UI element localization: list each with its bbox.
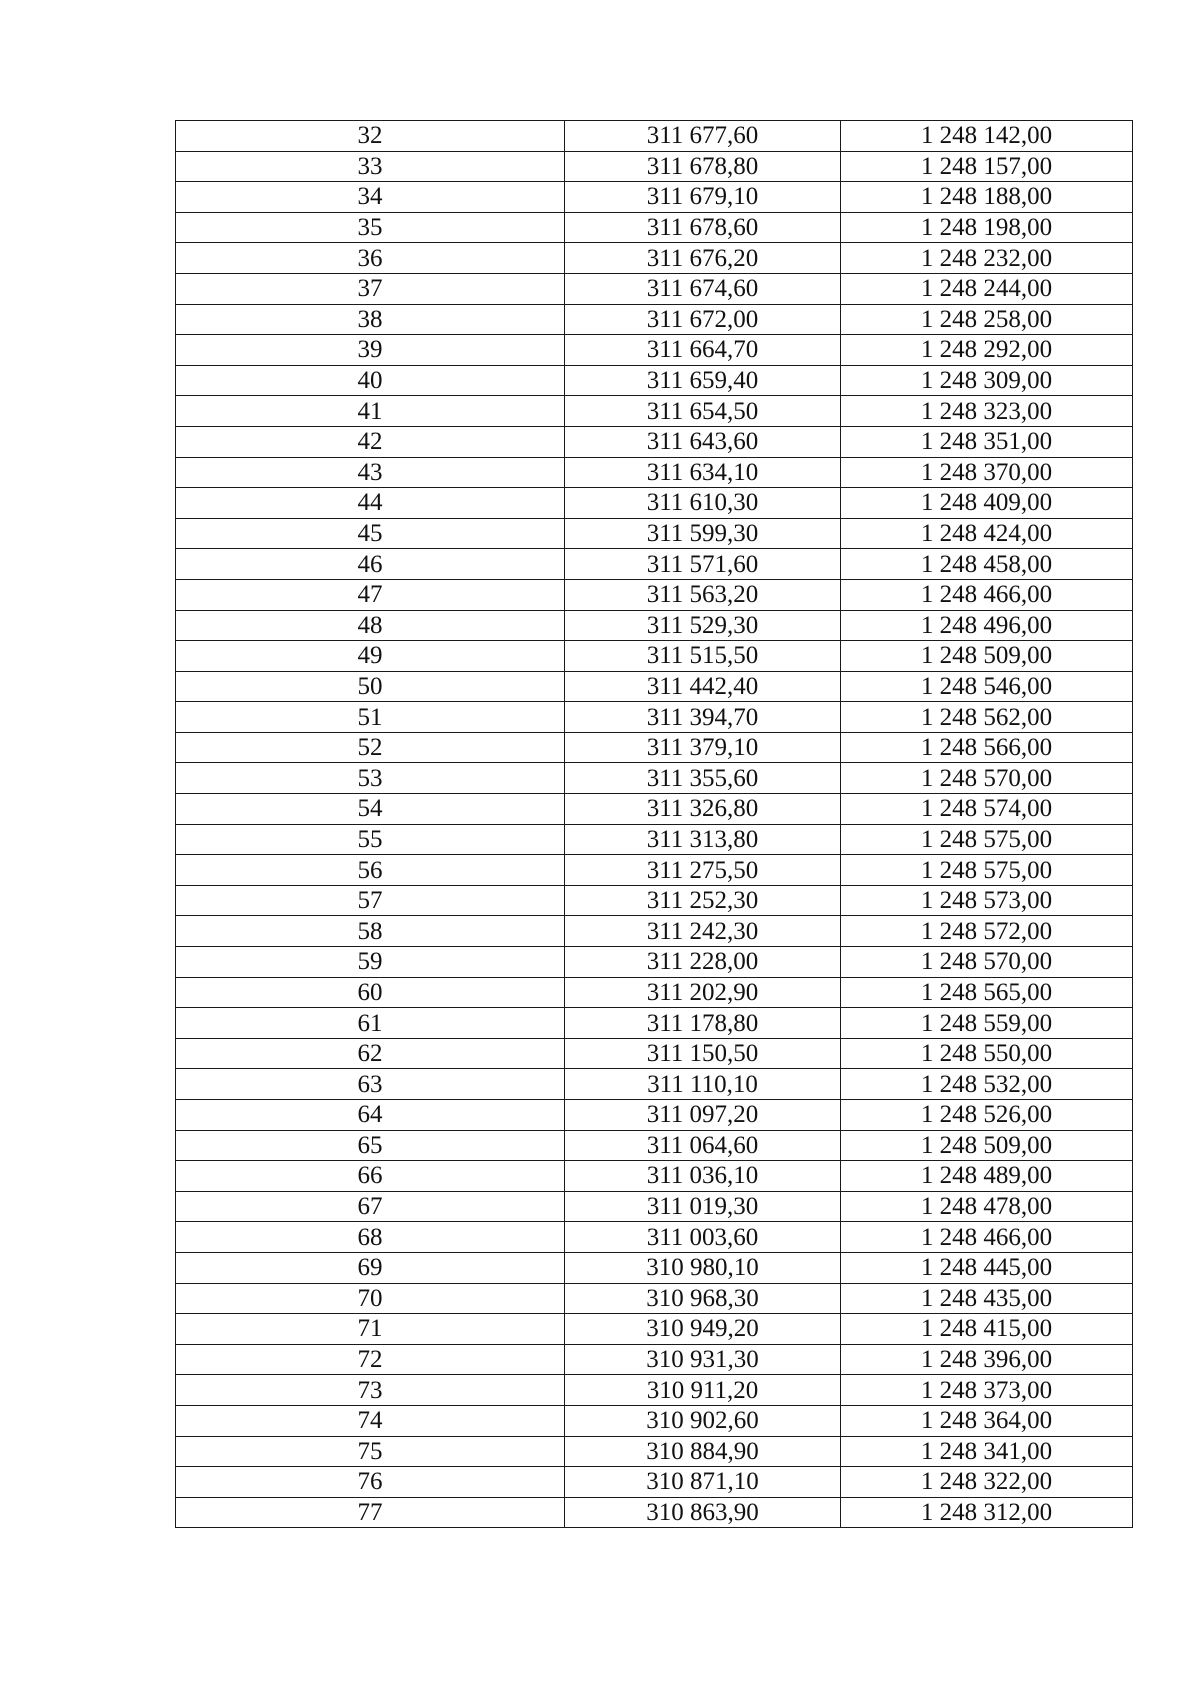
y-coordinate-cell: 1 248 466,00 xyxy=(841,579,1133,610)
x-coordinate-cell: 310 931,30 xyxy=(565,1344,841,1375)
x-coordinate-cell: 311 019,30 xyxy=(565,1191,841,1222)
table-row xyxy=(176,488,1133,519)
y-coordinate-cell: 1 248 496,00 xyxy=(841,610,1133,641)
y-coordinate-cell: 1 248 370,00 xyxy=(841,457,1133,488)
point-number-cell: 62 xyxy=(176,1038,565,1069)
x-coordinate-cell: 311 654,50 xyxy=(565,396,841,427)
y-coordinate-cell: 1 248 509,00 xyxy=(841,1130,1133,1161)
y-coordinate-cell: 1 248 509,00 xyxy=(841,641,1133,672)
x-coordinate-cell: 311 634,10 xyxy=(565,457,841,488)
table-row xyxy=(176,855,1133,886)
y-coordinate-cell: 1 248 424,00 xyxy=(841,518,1133,549)
table-row xyxy=(176,1008,1133,1039)
table-row xyxy=(176,1314,1133,1345)
x-coordinate-cell: 310 911,20 xyxy=(565,1375,841,1406)
x-coordinate-cell: 311 036,10 xyxy=(565,1161,841,1192)
y-coordinate-cell: 1 248 409,00 xyxy=(841,488,1133,519)
y-coordinate-cell: 1 248 574,00 xyxy=(841,794,1133,825)
table-row xyxy=(176,518,1133,549)
x-coordinate-cell: 310 980,10 xyxy=(565,1252,841,1283)
point-number-cell: 58 xyxy=(176,916,565,947)
point-number-cell: 45 xyxy=(176,518,565,549)
y-coordinate-cell: 1 248 565,00 xyxy=(841,977,1133,1008)
x-coordinate-cell: 311 064,60 xyxy=(565,1130,841,1161)
point-number-cell: 76 xyxy=(176,1467,565,1498)
y-coordinate-cell: 1 248 550,00 xyxy=(841,1038,1133,1069)
x-coordinate-cell: 311 003,60 xyxy=(565,1222,841,1253)
table-row xyxy=(176,1497,1133,1528)
point-number-cell: 47 xyxy=(176,579,565,610)
x-coordinate-cell: 311 664,70 xyxy=(565,335,841,366)
y-coordinate-cell: 1 248 526,00 xyxy=(841,1100,1133,1131)
y-coordinate-cell: 1 248 415,00 xyxy=(841,1314,1133,1345)
x-coordinate-cell: 310 871,10 xyxy=(565,1467,841,1498)
point-number-cell: 55 xyxy=(176,824,565,855)
y-coordinate-cell: 1 248 351,00 xyxy=(841,426,1133,457)
y-coordinate-cell: 1 248 575,00 xyxy=(841,824,1133,855)
point-number-cell: 44 xyxy=(176,488,565,519)
y-coordinate-cell: 1 248 532,00 xyxy=(841,1069,1133,1100)
y-coordinate-cell: 1 248 489,00 xyxy=(841,1161,1133,1192)
table-row xyxy=(176,1283,1133,1314)
table-row xyxy=(176,1069,1133,1100)
y-coordinate-cell: 1 248 157,00 xyxy=(841,151,1133,182)
point-number-cell: 34 xyxy=(176,182,565,213)
table-row xyxy=(176,1375,1133,1406)
table-row xyxy=(176,1130,1133,1161)
table-row xyxy=(176,1252,1133,1283)
y-coordinate-cell: 1 248 198,00 xyxy=(841,212,1133,243)
table-row xyxy=(176,763,1133,794)
y-coordinate-cell: 1 248 396,00 xyxy=(841,1344,1133,1375)
table-row xyxy=(176,794,1133,825)
x-coordinate-cell: 310 902,60 xyxy=(565,1405,841,1436)
x-coordinate-cell: 311 643,60 xyxy=(565,426,841,457)
y-coordinate-cell: 1 248 142,00 xyxy=(841,121,1133,152)
y-coordinate-cell: 1 248 292,00 xyxy=(841,335,1133,366)
point-number-cell: 56 xyxy=(176,855,565,886)
x-coordinate-cell: 311 442,40 xyxy=(565,671,841,702)
x-coordinate-cell: 311 178,80 xyxy=(565,1008,841,1039)
point-number-cell: 61 xyxy=(176,1008,565,1039)
table-row xyxy=(176,365,1133,396)
coordinates-table xyxy=(175,120,1133,1528)
point-number-cell: 41 xyxy=(176,396,565,427)
x-coordinate-cell: 311 252,30 xyxy=(565,885,841,916)
table-row xyxy=(176,702,1133,733)
point-number-cell: 74 xyxy=(176,1405,565,1436)
table-row xyxy=(176,1436,1133,1467)
x-coordinate-cell: 311 275,50 xyxy=(565,855,841,886)
point-number-cell: 40 xyxy=(176,365,565,396)
table-row xyxy=(176,1344,1133,1375)
point-number-cell: 65 xyxy=(176,1130,565,1161)
x-coordinate-cell: 310 863,90 xyxy=(565,1497,841,1528)
x-coordinate-cell: 311 150,50 xyxy=(565,1038,841,1069)
point-number-cell: 67 xyxy=(176,1191,565,1222)
y-coordinate-cell: 1 248 458,00 xyxy=(841,549,1133,580)
point-number-cell: 37 xyxy=(176,273,565,304)
y-coordinate-cell: 1 248 562,00 xyxy=(841,702,1133,733)
x-coordinate-cell: 311 242,30 xyxy=(565,916,841,947)
y-coordinate-cell: 1 248 575,00 xyxy=(841,855,1133,886)
point-number-cell: 38 xyxy=(176,304,565,335)
x-coordinate-cell: 311 202,90 xyxy=(565,977,841,1008)
y-coordinate-cell: 1 248 322,00 xyxy=(841,1467,1133,1498)
x-coordinate-cell: 311 679,10 xyxy=(565,182,841,213)
x-coordinate-cell: 311 678,80 xyxy=(565,151,841,182)
table-row xyxy=(176,304,1133,335)
point-number-cell: 57 xyxy=(176,885,565,916)
table-row xyxy=(176,1038,1133,1069)
table-row xyxy=(176,243,1133,274)
table-row xyxy=(176,824,1133,855)
point-number-cell: 46 xyxy=(176,549,565,580)
table-row xyxy=(176,916,1133,947)
coordinates-table-body xyxy=(176,121,1133,1528)
point-number-cell: 75 xyxy=(176,1436,565,1467)
table-row xyxy=(176,549,1133,580)
y-coordinate-cell: 1 248 312,00 xyxy=(841,1497,1133,1528)
point-number-cell: 42 xyxy=(176,426,565,457)
y-coordinate-cell: 1 248 373,00 xyxy=(841,1375,1133,1406)
y-coordinate-cell: 1 248 559,00 xyxy=(841,1008,1133,1039)
y-coordinate-cell: 1 248 341,00 xyxy=(841,1436,1133,1467)
point-number-cell: 43 xyxy=(176,457,565,488)
point-number-cell: 50 xyxy=(176,671,565,702)
x-coordinate-cell: 311 610,30 xyxy=(565,488,841,519)
point-number-cell: 59 xyxy=(176,947,565,978)
x-coordinate-cell: 311 563,20 xyxy=(565,579,841,610)
table-row xyxy=(176,396,1133,427)
y-coordinate-cell: 1 248 232,00 xyxy=(841,243,1133,274)
table-row xyxy=(176,1467,1133,1498)
point-number-cell: 72 xyxy=(176,1344,565,1375)
y-coordinate-cell: 1 248 244,00 xyxy=(841,273,1133,304)
point-number-cell: 53 xyxy=(176,763,565,794)
point-number-cell: 68 xyxy=(176,1222,565,1253)
y-coordinate-cell: 1 248 478,00 xyxy=(841,1191,1133,1222)
point-number-cell: 64 xyxy=(176,1100,565,1131)
x-coordinate-cell: 311 228,00 xyxy=(565,947,841,978)
y-coordinate-cell: 1 248 570,00 xyxy=(841,947,1133,978)
table-row xyxy=(176,273,1133,304)
y-coordinate-cell: 1 248 546,00 xyxy=(841,671,1133,702)
point-number-cell: 32 xyxy=(176,121,565,152)
y-coordinate-cell: 1 248 258,00 xyxy=(841,304,1133,335)
table-row xyxy=(176,1405,1133,1436)
table-row xyxy=(176,947,1133,978)
x-coordinate-cell: 311 097,20 xyxy=(565,1100,841,1131)
x-coordinate-cell: 310 949,20 xyxy=(565,1314,841,1345)
table-row xyxy=(176,151,1133,182)
point-number-cell: 35 xyxy=(176,212,565,243)
table-row xyxy=(176,426,1133,457)
table-row xyxy=(176,182,1133,213)
table-row xyxy=(176,457,1133,488)
y-coordinate-cell: 1 248 573,00 xyxy=(841,885,1133,916)
x-coordinate-cell: 311 659,40 xyxy=(565,365,841,396)
table-row xyxy=(176,885,1133,916)
x-coordinate-cell: 311 678,60 xyxy=(565,212,841,243)
y-coordinate-cell: 1 248 445,00 xyxy=(841,1252,1133,1283)
x-coordinate-cell: 311 379,10 xyxy=(565,732,841,763)
x-coordinate-cell: 311 355,60 xyxy=(565,763,841,794)
point-number-cell: 71 xyxy=(176,1314,565,1345)
point-number-cell: 52 xyxy=(176,732,565,763)
point-number-cell: 77 xyxy=(176,1497,565,1528)
y-coordinate-cell: 1 248 364,00 xyxy=(841,1405,1133,1436)
point-number-cell: 36 xyxy=(176,243,565,274)
y-coordinate-cell: 1 248 435,00 xyxy=(841,1283,1133,1314)
x-coordinate-cell: 311 529,30 xyxy=(565,610,841,641)
point-number-cell: 54 xyxy=(176,794,565,825)
point-number-cell: 66 xyxy=(176,1161,565,1192)
x-coordinate-cell: 311 676,20 xyxy=(565,243,841,274)
table-row xyxy=(176,1222,1133,1253)
point-number-cell: 49 xyxy=(176,641,565,672)
table-row xyxy=(176,121,1133,152)
x-coordinate-cell: 311 571,60 xyxy=(565,549,841,580)
point-number-cell: 73 xyxy=(176,1375,565,1406)
x-coordinate-cell: 311 394,70 xyxy=(565,702,841,733)
x-coordinate-cell: 310 968,30 xyxy=(565,1283,841,1314)
point-number-cell: 63 xyxy=(176,1069,565,1100)
y-coordinate-cell: 1 248 188,00 xyxy=(841,182,1133,213)
point-number-cell: 33 xyxy=(176,151,565,182)
x-coordinate-cell: 311 326,80 xyxy=(565,794,841,825)
y-coordinate-cell: 1 248 566,00 xyxy=(841,732,1133,763)
x-coordinate-cell: 311 672,00 xyxy=(565,304,841,335)
point-number-cell: 48 xyxy=(176,610,565,641)
x-coordinate-cell: 310 884,90 xyxy=(565,1436,841,1467)
y-coordinate-cell: 1 248 309,00 xyxy=(841,365,1133,396)
y-coordinate-cell: 1 248 323,00 xyxy=(841,396,1133,427)
table-row xyxy=(176,732,1133,763)
table-row xyxy=(176,977,1133,1008)
table-row xyxy=(176,641,1133,672)
table-row xyxy=(176,335,1133,366)
table-row xyxy=(176,1161,1133,1192)
y-coordinate-cell: 1 248 572,00 xyxy=(841,916,1133,947)
table-row xyxy=(176,212,1133,243)
x-coordinate-cell: 311 599,30 xyxy=(565,518,841,549)
table-row xyxy=(176,579,1133,610)
point-number-cell: 70 xyxy=(176,1283,565,1314)
table-row xyxy=(176,1100,1133,1131)
point-number-cell: 39 xyxy=(176,335,565,366)
x-coordinate-cell: 311 674,60 xyxy=(565,273,841,304)
x-coordinate-cell: 311 110,10 xyxy=(565,1069,841,1100)
point-number-cell: 69 xyxy=(176,1252,565,1283)
table-row xyxy=(176,610,1133,641)
point-number-cell: 60 xyxy=(176,977,565,1008)
x-coordinate-cell: 311 677,60 xyxy=(565,121,841,152)
y-coordinate-cell: 1 248 466,00 xyxy=(841,1222,1133,1253)
y-coordinate-cell: 1 248 570,00 xyxy=(841,763,1133,794)
point-number-cell: 51 xyxy=(176,702,565,733)
table-row xyxy=(176,1191,1133,1222)
x-coordinate-cell: 311 313,80 xyxy=(565,824,841,855)
table-row xyxy=(176,671,1133,702)
x-coordinate-cell: 311 515,50 xyxy=(565,641,841,672)
